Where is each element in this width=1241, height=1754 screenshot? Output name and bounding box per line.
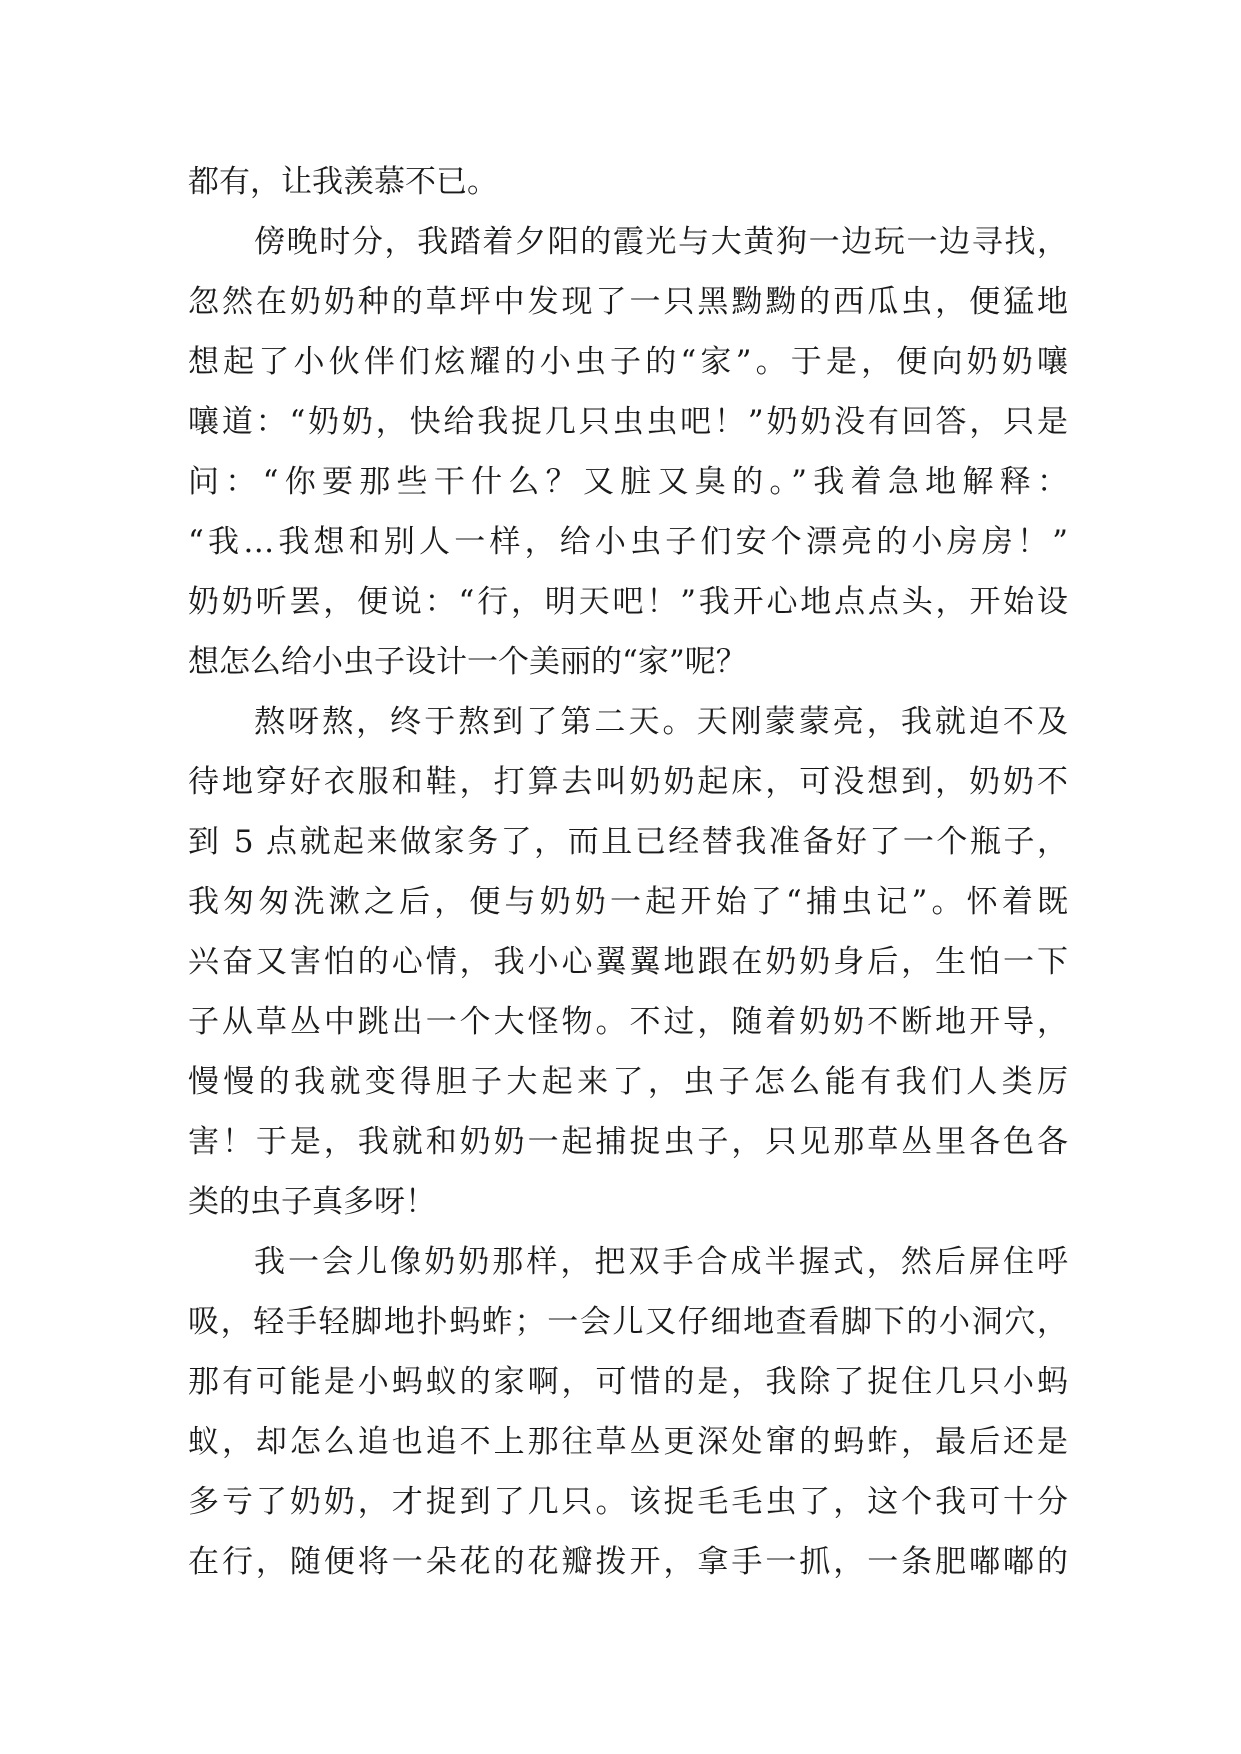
- text-line: 在行，随便将一朵花的花瓣拨开，拿手一抓，一条肥嘟嘟的: [188, 1544, 1068, 1580]
- text-line: 兴奋又害怕的心情，我小心翼翼地跟在奶奶身后，生怕一下: [188, 944, 1068, 980]
- paragraph-first-line: 我一会儿像奶奶那样，把双手合成半握式，然后屏住呼: [254, 1244, 1068, 1280]
- text-line: 忽然在奶奶种的草坪中发现了一只黑黝黝的西瓜虫，便猛地: [188, 284, 1068, 320]
- text-line: “我…我想和别人一样，给小虫子们安个漂亮的小房房！”: [188, 524, 1068, 560]
- text-line: 想起了小伙伴们炫耀的小虫子的“家”。于是，便向奶奶嚷: [188, 344, 1068, 380]
- text-line: 问：“你要那些干什么？又脏又臭的。”我着急地解释：: [188, 464, 1068, 500]
- text-line: 我匆匆洗漱之后，便与奶奶一起开始了“捕虫记”。怀着既: [188, 884, 1068, 920]
- text-line: 想怎么给小虫子设计一个美丽的“家”呢？: [188, 644, 747, 680]
- text-line: 奶奶听罢，便说：“行，明天吧！”我开心地点点头，开始设: [188, 584, 1068, 620]
- text-line: 待地穿好衣服和鞋，打算去叫奶奶起床，可没想到，奶奶不: [188, 764, 1068, 800]
- paragraph-first-line: 熬呀熬，终于熬到了第二天。天刚蒙蒙亮，我就迫不及: [254, 704, 1068, 740]
- paragraph-first-line: 傍晚时分，我踏着夕阳的霞光与大黄狗一边玩一边寻找，: [254, 224, 1068, 260]
- text-line: 子从草丛中跳出一个大怪物。不过，随着奶奶不断地开导，: [188, 1004, 1068, 1040]
- text-line: 到 5 点就起来做家务了，而且已经替我准备好了一个瓶子，: [188, 824, 1068, 860]
- text-line: 害！于是，我就和奶奶一起捕捉虫子，只见那草丛里各色各: [188, 1124, 1068, 1160]
- body-text: [188, 152, 1068, 1592]
- text-line: 嚷道：“奶奶，快给我捉几只虫虫吧！”奶奶没有回答，只是: [188, 404, 1068, 440]
- text-line: 都有，让我羡慕不已。: [188, 164, 498, 200]
- text-line: 慢慢的我就变得胆子大起来了，虫子怎么能有我们人类厉: [188, 1064, 1068, 1100]
- text-line: 类的虫子真多呀！: [188, 1184, 436, 1220]
- text-line: 多亏了奶奶，才捉到了几只。该捉毛毛虫了，这个我可十分: [188, 1484, 1068, 1520]
- text-line: 蚁，却怎么追也追不上那往草丛更深处窜的蚂蚱，最后还是: [188, 1424, 1068, 1460]
- text-line: 那有可能是小蚂蚁的家啊，可惜的是，我除了捉住几只小蚂: [188, 1364, 1068, 1400]
- text-line: 吸，轻手轻脚地扑蚂蚱；一会儿又仔细地查看脚下的小洞穴，: [188, 1304, 1068, 1340]
